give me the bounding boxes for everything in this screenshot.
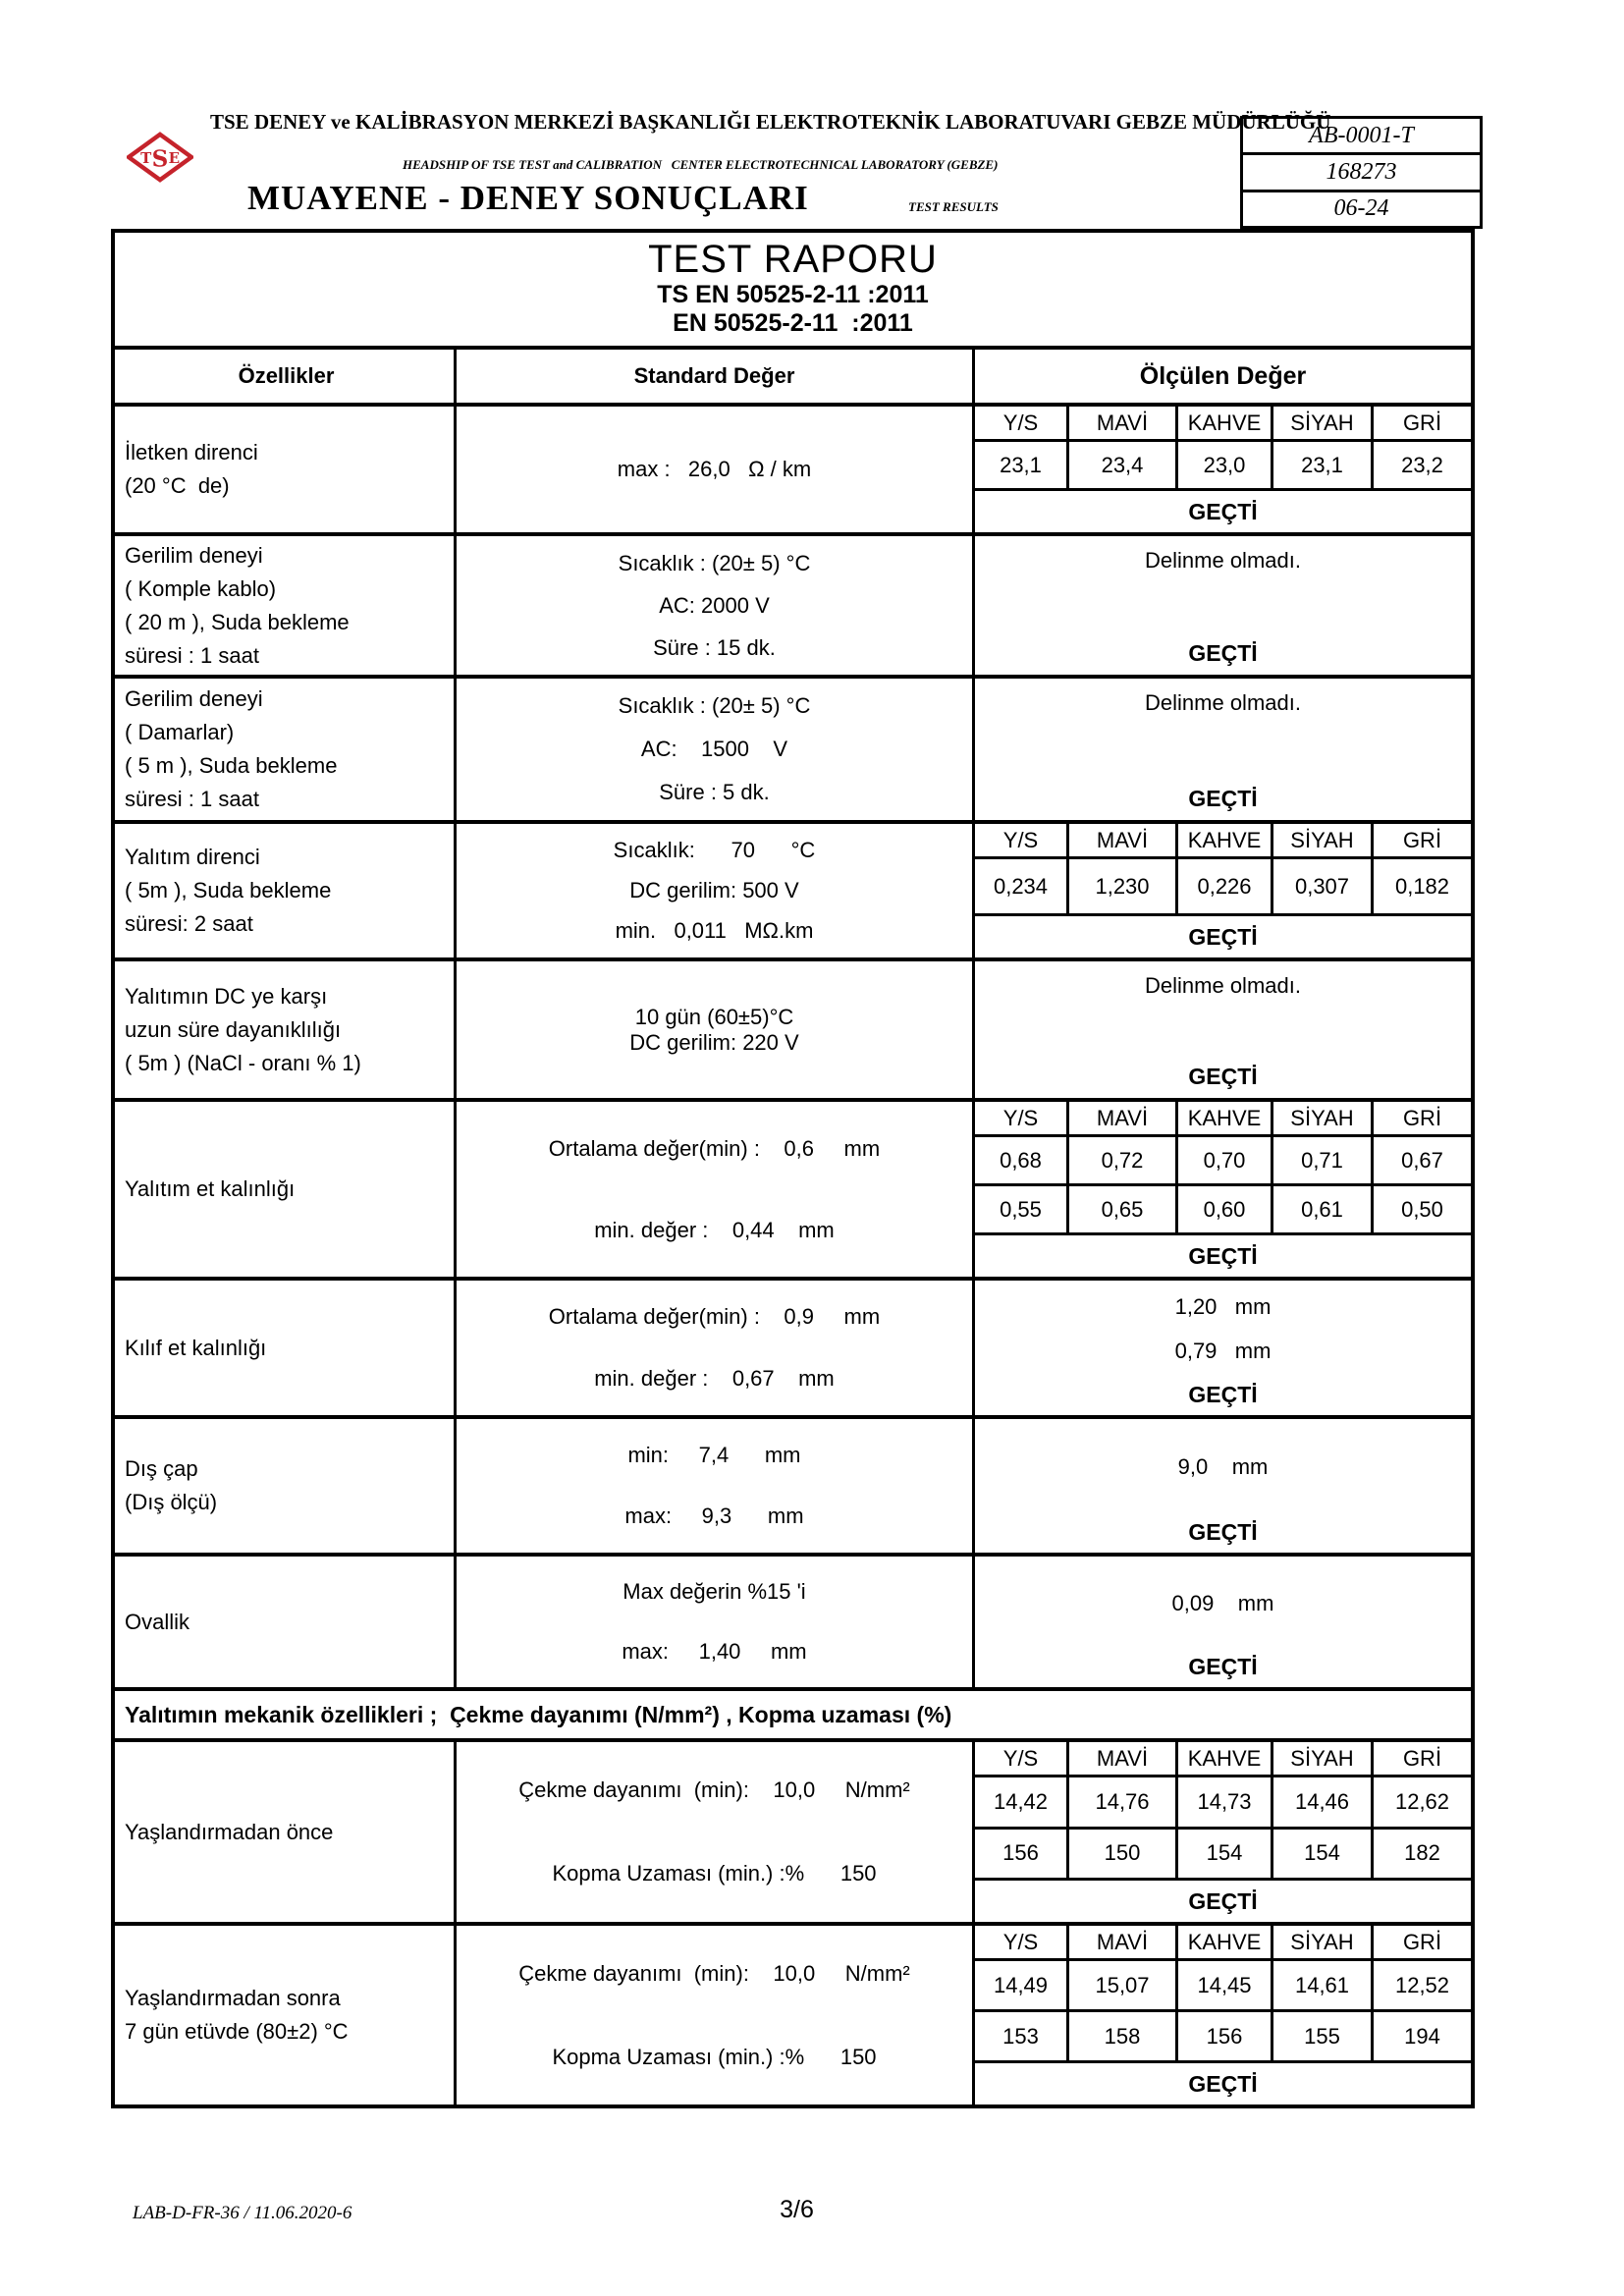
measured-cell: 15,07 — [1069, 1961, 1178, 2009]
measured-values-row — [975, 1777, 1471, 1830]
core-header: Y/S — [975, 1926, 1069, 1958]
row-yaslandirmadan-sonra — [115, 1922, 1471, 2105]
core-header: MAVİ — [1069, 824, 1178, 856]
core-header-row — [975, 1102, 1471, 1137]
core-header: MAVİ — [1069, 1926, 1178, 1958]
measured-value — [975, 1926, 1471, 2105]
pass-verdict: GEÇTİ — [1188, 1518, 1258, 1545]
measured-cell: 23,1 — [975, 442, 1069, 488]
core-header: GRİ — [1402, 827, 1442, 852]
measured-cell: 156 — [975, 1830, 1069, 1879]
measured-cell: 14,45 — [1178, 1961, 1273, 2009]
core-header: MAVİ — [1069, 1742, 1178, 1775]
property-label: İletken direnci (20 °C de) — [115, 407, 457, 532]
measured-cell: 150 — [1069, 1830, 1178, 1879]
org-name-line: TSE DENEY ve KALİBRASYON MERKEZİ BAŞKANLIĞI ELEKTROTEKNİK LABORATUVARI GEBZE MÜDÜRLÜĞÜ — [210, 110, 1331, 134]
measured-note: Delinme olmadı. — [1145, 548, 1301, 573]
core-header: MAVİ — [1069, 407, 1178, 439]
org-name-english-line: HEADSHIP OF TSE TEST and CALIBRATION CENTER ELECTROTECHNICAL LABORATORY (GEBZE) — [403, 157, 999, 172]
property-label: Gerilim deneyi ( Damarlar) ( 5 m ), Suda bekleme süresi : 1 saat — [115, 679, 457, 820]
measured-result: 9,0 mm — [1177, 1454, 1269, 1479]
tse-logo-icon — [127, 132, 193, 183]
report-title: TEST RAPORU — [648, 238, 938, 281]
tse-logo-letter-t: T — [140, 149, 152, 168]
measured-result: 0,09 mm — [1171, 1590, 1274, 1615]
measured-value — [975, 407, 1471, 532]
measured-result: 1,20 mm — [1174, 1293, 1272, 1319]
row-dc-dayaniklilik — [115, 957, 1471, 1098]
measured-cell: 0,226 — [1178, 859, 1273, 913]
measured-cell: 14,46 — [1273, 1777, 1374, 1827]
property-label: Kılıf et kalınlığı — [115, 1281, 457, 1415]
core-header: SİYAH — [1273, 824, 1374, 856]
measured-cell: 23,0 — [1178, 442, 1273, 488]
measured-result: 0,79 mm — [1174, 1339, 1272, 1364]
pass-verdict: GEÇTİ — [1188, 498, 1258, 524]
document-title-english: TEST RESULTS — [908, 199, 999, 214]
measured-cell: 12,62 — [1394, 1788, 1450, 1814]
standard-value: max : 26,0 Ω / km — [457, 407, 975, 532]
row-yalitim-et-kalinligi — [115, 1098, 1471, 1277]
measured-values-row — [975, 859, 1471, 916]
measured-cell: 23,1 — [1273, 442, 1374, 488]
standard-value: Sıcaklık : (20± 5) °C AC: 2000 V Süre : 15 dk. — [457, 536, 975, 675]
measured-cell: 153 — [975, 2012, 1069, 2060]
core-header: KAHVE — [1178, 824, 1273, 856]
measured-cell: 0,68 — [975, 1137, 1069, 1183]
standard-value: Sıcaklık : (20± 5) °C AC: 1500 V Süre : 5 dk. — [457, 679, 975, 820]
measured-cell: 155 — [1273, 2012, 1374, 2060]
standard-value: Max değerin %15 'i max: 1,40 mm — [457, 1557, 975, 1687]
measured-cell: 0,65 — [1069, 1186, 1178, 1232]
measured-values-row — [975, 1961, 1471, 2012]
measured-cell: 0,72 — [1069, 1137, 1178, 1183]
column-header-olculen-deger: Ölçülen Değer — [1139, 361, 1307, 390]
standard-reference-2: EN 50525-2-11 :2011 — [673, 309, 913, 337]
measured-cell: 14,76 — [1069, 1777, 1178, 1827]
standard-value: Ortalama değer(min) : 0,6 mm min. değer : 0,44 mm — [457, 1102, 975, 1277]
core-header: GRİ — [1402, 1105, 1442, 1130]
measured-cell: 0,71 — [1273, 1137, 1374, 1183]
core-header: SİYAH — [1273, 1742, 1374, 1775]
column-header-standard-deger: Standard Değer — [457, 350, 975, 403]
measured-cell: 194 — [1404, 2023, 1440, 2049]
pass-verdict: GEÇTİ — [1188, 1653, 1258, 1679]
measured-cell: 1,230 — [1069, 859, 1178, 913]
pass-verdict: GEÇTİ — [1188, 1381, 1258, 1407]
column-header-row — [115, 346, 1471, 403]
property-label: Yalıtım direnci ( 5m ), Suda bekleme süresi: 2 saat — [115, 824, 457, 957]
document-title-turkish: MUAYENE - DENEY SONUÇLARI — [247, 179, 809, 217]
core-header-row — [975, 824, 1471, 859]
standard-value: 10 gün (60±5)°C DC gerilim: 220 V — [457, 961, 975, 1098]
row-yalitim-direnci — [115, 820, 1471, 957]
core-header: MAVİ — [1069, 1102, 1178, 1134]
measured-value — [975, 1742, 1471, 1922]
pass-verdict: GEÇTİ — [1188, 923, 1258, 950]
standard-value: Çekme dayanımı (min): 10,0 N/mm² Kopma Uzaması (min.) :% 150 — [457, 1742, 975, 1922]
standard-value: Sıcaklık: 70 °C DC gerilim: 500 V min. 0,011 MΩ.km — [457, 824, 975, 957]
property-label: Yalıtımın DC ye karşı uzun süre dayanıklılığı ( 5m ) (NaCl - oranı % 1) — [115, 961, 457, 1098]
measured-cell: 0,55 — [975, 1186, 1069, 1232]
measured-cell: 0,61 — [1273, 1186, 1374, 1232]
measured-value — [975, 1419, 1471, 1553]
measured-value — [975, 1102, 1471, 1277]
property-label: Dış çap (Dış ölçü) — [115, 1419, 457, 1553]
standard-reference-1: TS EN 50525-2-11 :2011 — [657, 281, 929, 308]
measured-cell: 14,42 — [975, 1777, 1069, 1827]
measured-cell: 0,234 — [975, 859, 1069, 913]
row-gerilim-deneyi-damarlar — [115, 675, 1471, 820]
core-header: Y/S — [975, 1102, 1069, 1134]
info-box-accreditation: AB-0001-T — [1243, 119, 1480, 155]
row-dis-cap — [115, 1415, 1471, 1553]
measured-cell: 0,307 — [1273, 859, 1374, 913]
core-header: GRİ — [1402, 1745, 1442, 1771]
measured-value — [975, 961, 1471, 1098]
measured-cell: 12,52 — [1394, 1972, 1450, 1997]
info-box-date: 06-24 — [1333, 195, 1389, 222]
measured-value — [975, 1281, 1471, 1415]
measured-cell: 14,49 — [975, 1961, 1069, 2009]
core-header: Y/S — [975, 407, 1069, 439]
core-header: SİYAH — [1273, 407, 1374, 439]
measured-note: Delinme olmadı. — [1145, 973, 1301, 998]
pass-verdict: GEÇTİ — [1188, 2070, 1258, 2097]
measured-cell: 23,4 — [1069, 442, 1178, 488]
measured-cell: 14,61 — [1273, 1961, 1374, 2009]
measured-cell: 14,73 — [1178, 1777, 1273, 1827]
measured-values-row — [975, 1830, 1471, 1882]
property-label: Yalıtım et kalınlığı — [115, 1102, 457, 1277]
measured-values-row — [975, 442, 1471, 491]
results-table — [111, 229, 1475, 2108]
core-header: KAHVE — [1178, 1926, 1273, 1958]
measured-value — [975, 824, 1471, 957]
property-label: Yaşlandırmadan önce — [115, 1742, 457, 1922]
measured-cell: 23,2 — [1401, 452, 1443, 477]
pass-verdict: GEÇTİ — [1188, 640, 1258, 666]
standard-value: Ortalama değer(min) : 0,9 mm min. değer : 0,67 mm — [457, 1281, 975, 1415]
core-header: GRİ — [1402, 410, 1442, 435]
measured-cell: 154 — [1273, 1830, 1374, 1879]
measured-cell: 0,70 — [1178, 1137, 1273, 1183]
measured-note: Delinme olmadı. — [1145, 690, 1301, 715]
measured-cell: 0,67 — [1401, 1147, 1443, 1173]
info-box-report-number: 168273 — [1243, 155, 1480, 191]
standard-value: min: 7,4 mm max: 9,3 mm — [457, 1419, 975, 1553]
measured-cell: 182 — [1404, 1840, 1440, 1866]
core-header-row — [975, 1742, 1471, 1777]
pass-verdict: GEÇTİ — [1188, 786, 1258, 811]
measured-values-row — [975, 1186, 1471, 1235]
pass-verdict: GEÇTİ — [1188, 1242, 1258, 1269]
core-header: SİYAH — [1273, 1102, 1374, 1134]
core-header-row — [975, 407, 1471, 442]
footer-document-code: LAB-D-FR-36 / 11.06.2020-6 — [133, 2203, 352, 2223]
row-gerilim-deneyi-komple — [115, 532, 1471, 675]
measured-value — [975, 679, 1471, 820]
core-header: KAHVE — [1178, 1742, 1273, 1775]
tse-logo-letter-s: S — [151, 145, 169, 173]
measured-values-row — [975, 2012, 1471, 2063]
property-label: Gerilim deneyi ( Komple kablo) ( 20 m ), Suda bekleme süresi : 1 saat — [115, 536, 457, 675]
measured-value — [975, 1557, 1471, 1687]
measured-cell: 156 — [1178, 2012, 1273, 2060]
measured-cell: 154 — [1178, 1830, 1273, 1879]
measured-cell: 0,182 — [1394, 873, 1450, 899]
measured-cell: 0,60 — [1178, 1186, 1273, 1232]
pass-verdict: GEÇTİ — [1188, 1064, 1258, 1089]
measured-values-row — [975, 1137, 1471, 1186]
section-band-mekanik-ozellikler: Yalıtımın mekanik özellikleri ; Çekme dayanımı (N/mm²) , Kopma uzaması (%) — [115, 1687, 1471, 1738]
core-header: SİYAH — [1273, 1926, 1374, 1958]
property-label: Yaşlandırmadan sonra 7 gün etüvde (80±2) °C — [115, 1926, 457, 2105]
core-header: Y/S — [975, 1742, 1069, 1775]
row-yaslandirmadan-once — [115, 1738, 1471, 1922]
measured-cell: 0,50 — [1401, 1196, 1443, 1222]
property-label: Ovallik — [115, 1557, 457, 1687]
measured-value — [975, 536, 1471, 675]
measured-cell: 158 — [1069, 2012, 1178, 2060]
core-header: GRİ — [1402, 1929, 1442, 1954]
core-header: Y/S — [975, 824, 1069, 856]
column-header-ozellikler: Özellikler — [115, 350, 457, 403]
pass-verdict: GEÇTİ — [1188, 1887, 1258, 1914]
row-kilif-et-kalinligi — [115, 1277, 1471, 1415]
footer-page-number: 3/6 — [780, 2196, 814, 2223]
standard-value: Çekme dayanımı (min): 10,0 N/mm² Kopma Uzaması (min.) :% 150 — [457, 1926, 975, 2105]
core-header: KAHVE — [1178, 407, 1273, 439]
report-info-box — [1240, 116, 1483, 229]
report-title-block — [115, 233, 1471, 346]
row-ovallik — [115, 1553, 1471, 1687]
core-header: KAHVE — [1178, 1102, 1273, 1134]
tse-logo-letter-e: E — [168, 149, 180, 168]
core-header-row — [975, 1926, 1471, 1961]
row-iletken-direnci — [115, 403, 1471, 532]
